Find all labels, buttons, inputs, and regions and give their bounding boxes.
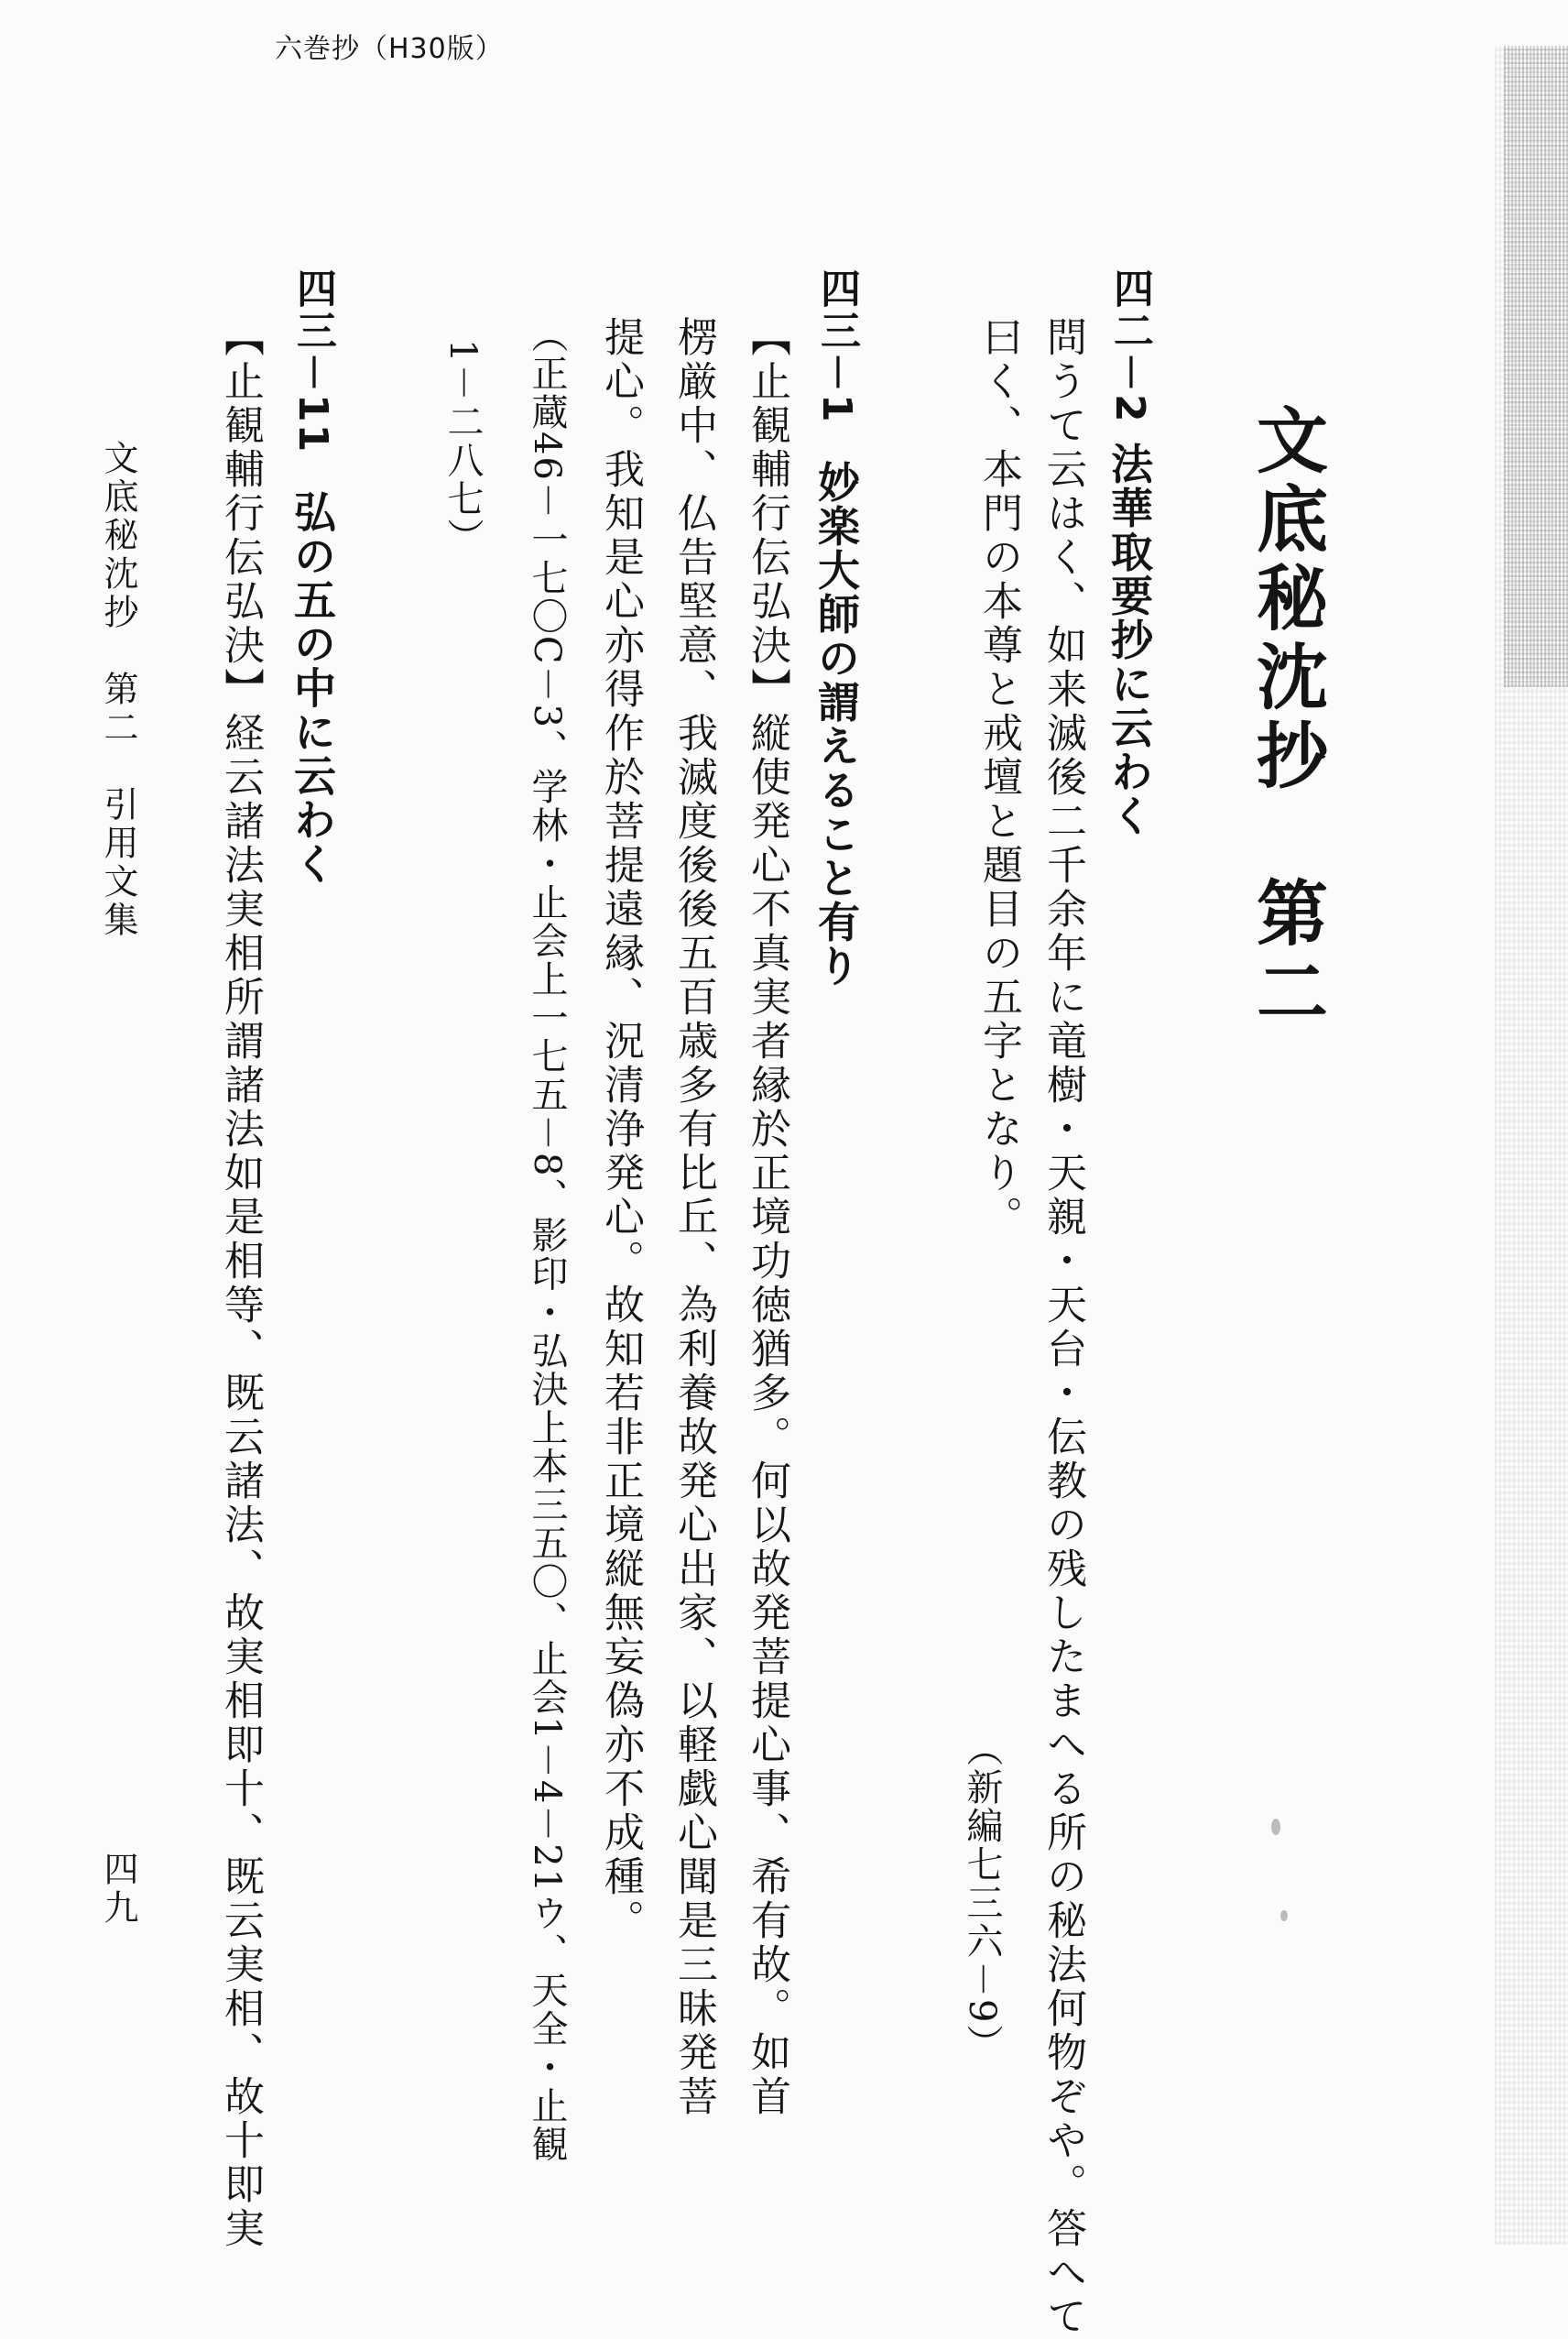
- section-heading: [1105, 268, 1154, 838]
- running-header: 六巻抄（H30版）: [275, 33, 504, 65]
- chapter-title: 文底秘沈抄 第二: [1245, 403, 1328, 1033]
- citation-line: 1－二八七）: [441, 339, 484, 557]
- citation-line: （正蔵46－一七〇C－3、学林・止会上一七五－8、影印・弘決上本三五〇、止会1－4－21ウ、天全・止観: [526, 316, 568, 2164]
- body-line: 【止観輔行伝弘決】縦使発心不真実者縁於正境功徳猶多。何以故発菩提心事、希有故。如首: [744, 316, 790, 2119]
- citation: （新編七三六－9）: [961, 1730, 1003, 2063]
- scan-edge-shadow: [1504, 46, 1568, 687]
- scan-speck: [1280, 1910, 1288, 1921]
- body-line: 問うて云はく、如来滅後二千余年に竜樹・天親・天台・伝教の残したまへる所の秘法何物ぞや。答へて: [1040, 316, 1086, 2339]
- section-heading: [811, 268, 861, 989]
- section-number: 四三－1: [813, 268, 860, 424]
- body-line: 曰く、本門の本尊と戒壇と題目の五字となり。: [975, 316, 1022, 1240]
- body-line: 提心。我知是心亦得作於菩提遠縁、況清浄発心。故知若非正境縦無妄偽亦不成種。: [597, 316, 644, 1943]
- section-title: 弘の五の中に云わく: [288, 490, 337, 887]
- section-heading: [288, 268, 337, 887]
- footer-book-section: 文底秘沈抄 第二 引用文集: [98, 440, 138, 940]
- scan-speck: [1271, 1819, 1280, 1835]
- body-line: 楞厳中、仏告堅意、我滅度後後五百歳多有比丘、為利養故発心出家、以軽戯心聞是三昧発菩: [670, 316, 717, 2119]
- section-number: 四三－11: [289, 268, 336, 454]
- section-title: 妙楽大師の謂えること有り: [811, 460, 861, 989]
- section-title: 法華取要抄に云わく: [1105, 442, 1154, 838]
- body-line: 【止観輔行伝弘決】経云諸法実相所謂諸法如是相等、既云諸法、故実相即十、既云実相、故十即実: [217, 316, 264, 2251]
- section-number: 四二－2: [1106, 268, 1153, 424]
- page-number: 四九: [98, 1851, 138, 1928]
